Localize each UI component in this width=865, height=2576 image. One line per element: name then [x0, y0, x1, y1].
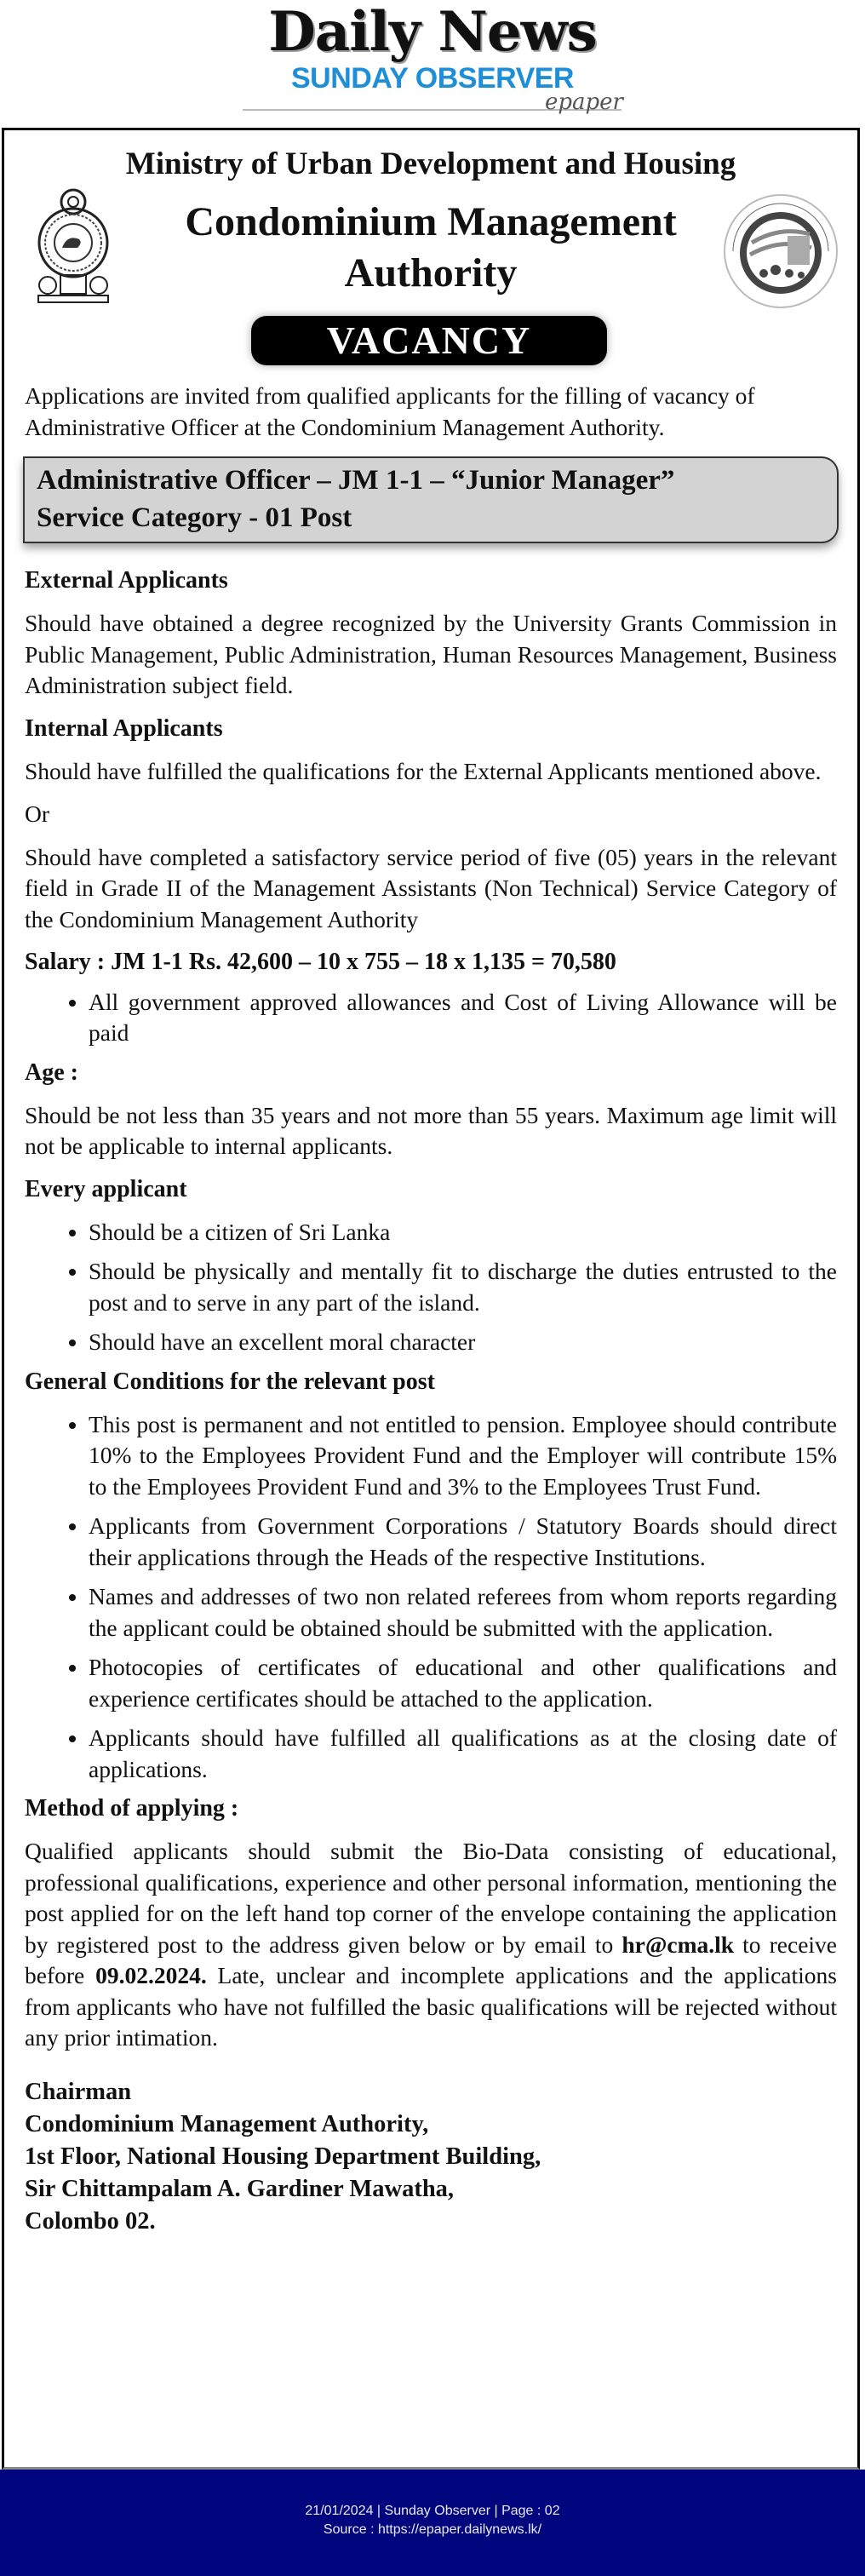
masthead	[0, 0, 865, 119]
list-item: • Applicants should have fulfilled all qualifications as at the closing date of applications.	[89, 1723, 837, 1785]
post-title-box	[23, 456, 839, 543]
vacancy-badge: VACANCY	[251, 316, 607, 365]
masthead-tag: epaper	[545, 89, 623, 115]
advertisement-body	[25, 381, 837, 2238]
age-heading: Age :	[25, 1059, 78, 1086]
email-link[interactable]: hr@cma.lk	[622, 1931, 735, 1958]
external-applicants-text: Should have obtained a degree recognized by the University Grants Commission in Public Management, Public Administration, Human Resources Management, Business Administration subject field.	[25, 610, 837, 698]
list-item: • Should be physically and mentally fit to discharge the duties entrusted to the post and to serve in any part of the island.	[89, 1256, 837, 1318]
list-item: • All government approved allowances and Cost of Living Allowance will be paid	[89, 987, 837, 1049]
method-text-part: Late, unclear and incomplete applications and the applications from applicants who have not fulfilled the basic qualifications will be rejected without any prior intimation.	[25, 1962, 838, 2051]
post-title: Administrative Officer – JM 1-1 – “Junior Manager”	[37, 465, 675, 496]
address-line: 1st Floor, National Housing Department Building,	[25, 2143, 541, 2170]
salary-bullets	[25, 987, 837, 1049]
internal-applicants-heading: Internal Applicants	[25, 714, 223, 742]
external-applicants-heading: External Applicants	[25, 567, 228, 594]
address-line: Colombo 02.	[25, 2207, 156, 2235]
footer-bar	[0, 2470, 865, 2576]
masthead-title: Daily News	[268, 0, 597, 64]
footer-source-link[interactable]: Source : https://epaper.dailynews.lk/	[323, 2522, 542, 2537]
age-text: Should be not less than 35 years and not more than 55 years. Maximum age limit will not be applicable to internal applicants.	[25, 1101, 837, 1159]
internal-applicants-text: Should have fulfilled the qualifications for the External Applicants mentioned above.	[25, 757, 822, 784]
organization-name: Condominium Management Authority	[185, 199, 677, 295]
vacancy-advertisement	[2, 128, 860, 2470]
or-separator: Or	[25, 800, 50, 827]
masthead-subtitle: SUNDAY OBSERVER	[291, 62, 574, 95]
method-text	[25, 1836, 837, 2054]
address-line: Sir Chittampalam A. Gardiner Mawatha,	[25, 2175, 455, 2202]
method-text-part: Qualified applicants should submit the Bio-Data consisting of educational, professional qualifications, experience and other personal information, mentioning the post applied for on the left hand top corner of the envelope containing the application by registered post to the address given below or by email to	[25, 1838, 837, 1958]
method-text-part: to receive before	[25, 1931, 837, 1988]
list-item: • Names and addresses of two non related referees from whom reports regarding the applicant could be obtained should be submitted with the application.	[89, 1581, 837, 1644]
list-item: • Should be a citizen of Sri Lanka	[89, 1217, 837, 1248]
every-applicant-list	[25, 1217, 837, 1358]
ministry-name: Ministry of Urban Development and Housing	[125, 146, 736, 181]
sri-lanka-emblem-icon	[35, 186, 112, 306]
list-item: • Applicants from Government Corporations / Statutory Boards should direct their applications through the Heads of the respective Institutions.	[89, 1511, 837, 1573]
every-applicant-heading: Every applicant	[25, 1175, 187, 1202]
salary-scale: Salary : JM 1-1 Rs. 42,600 – 10 x 755 – 18 x 1,135 = 70,580	[25, 949, 616, 975]
general-conditions-list	[25, 1409, 837, 1786]
list-item: • Should have an excellent moral character	[89, 1327, 837, 1358]
post-category: Service Category - 01 Post	[37, 502, 352, 533]
address-line: Chairman	[25, 2078, 132, 2105]
cma-logo-icon	[721, 192, 840, 311]
postal-address	[25, 2076, 837, 2238]
list-item: • Photocopies of certificates of educational and other qualifications and experience certificates should be attached to the application.	[89, 1652, 837, 1714]
list-item: • This post is permanent and not entitled to pension. Employee should contribute 10% to the Employees Provident Fund and the Employer will contribute 15% to the Employees Provident Fund and 3% to the Employees Trust Fund.	[89, 1409, 837, 1503]
footer-publication-info: 21/01/2024 | Sunday Observer | Page : 02	[305, 2504, 560, 2518]
closing-date: 09.02.2024.	[95, 1962, 207, 1988]
address-line: Condominium Management Authority,	[25, 2110, 429, 2137]
internal-applicants-alt-text: Should have completed a satisfactory service period of five (05) years in the relevant field in Grade II of the Management Assistants (Non Technical) Service Category of the Condominium Management Authority	[25, 843, 837, 932]
general-conditions-heading: General Conditions for the relevant post	[25, 1368, 435, 1395]
method-heading: Method of applying :	[25, 1795, 239, 1822]
intro-text: Applications are invited from qualified applicants for the filling of vacancy of Administrative Officer at the Condominium Management Authority.	[25, 382, 755, 440]
